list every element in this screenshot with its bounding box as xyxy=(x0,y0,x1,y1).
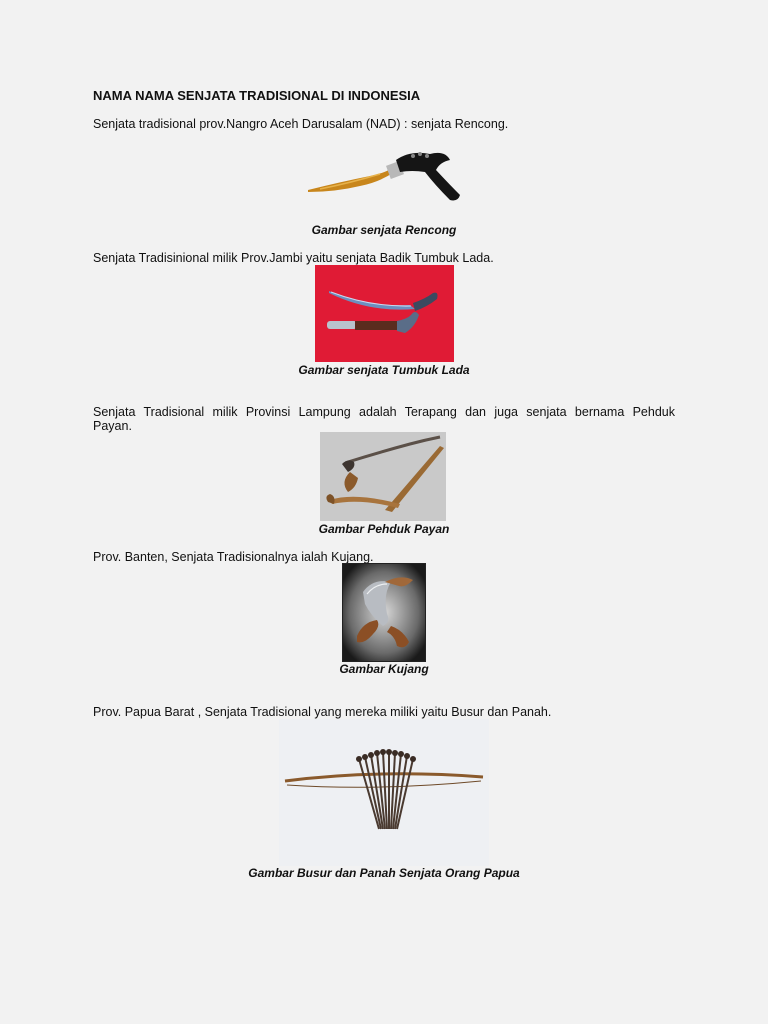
paragraph-tumbuk-lada: Senjata Tradisinional milik Prov.Jambi yaitu senjata Badik Tumbuk Lada. xyxy=(93,251,494,265)
caption-pehduk-payan: Gambar Pehduk Payan xyxy=(318,522,450,536)
busur-panah-image xyxy=(279,719,489,866)
paragraph-busur-panah: Prov. Papua Barat , Senjata Tradisional yang mereka miliki yaitu Busur dan Panah. xyxy=(93,705,552,719)
paragraph-pehduk-line2: Payan. xyxy=(93,419,132,433)
caption-tumbuk-lada: Gambar senjata Tumbuk Lada xyxy=(298,363,470,377)
tumbuk-lada-image xyxy=(315,265,454,362)
paragraph-rencong: Senjata tradisional prov.Nangro Aceh Darusalam (NAD) : senjata Rencong. xyxy=(93,117,509,131)
document-title: NAMA NAMA SENJATA TRADISIONAL DI INDONESIA xyxy=(93,88,421,103)
caption-kujang: Gambar Kujang xyxy=(339,662,429,676)
paragraph-kujang: Prov. Banten, Senjata Tradisionalnya ialah Kujang. xyxy=(93,550,374,564)
kujang-image xyxy=(342,563,426,662)
paragraph-pehduk-line1: Senjata Tradisional milik Provinsi Lampung adalah Terapang dan juga senjata bernama Pehduk xyxy=(93,405,675,419)
caption-busur-panah: Gambar Busur dan Panah Senjata Orang Papua xyxy=(248,866,520,880)
caption-rencong: Gambar senjata Rencong xyxy=(311,223,457,237)
pehduk-payan-image xyxy=(320,432,446,521)
rencong-image xyxy=(300,140,466,210)
